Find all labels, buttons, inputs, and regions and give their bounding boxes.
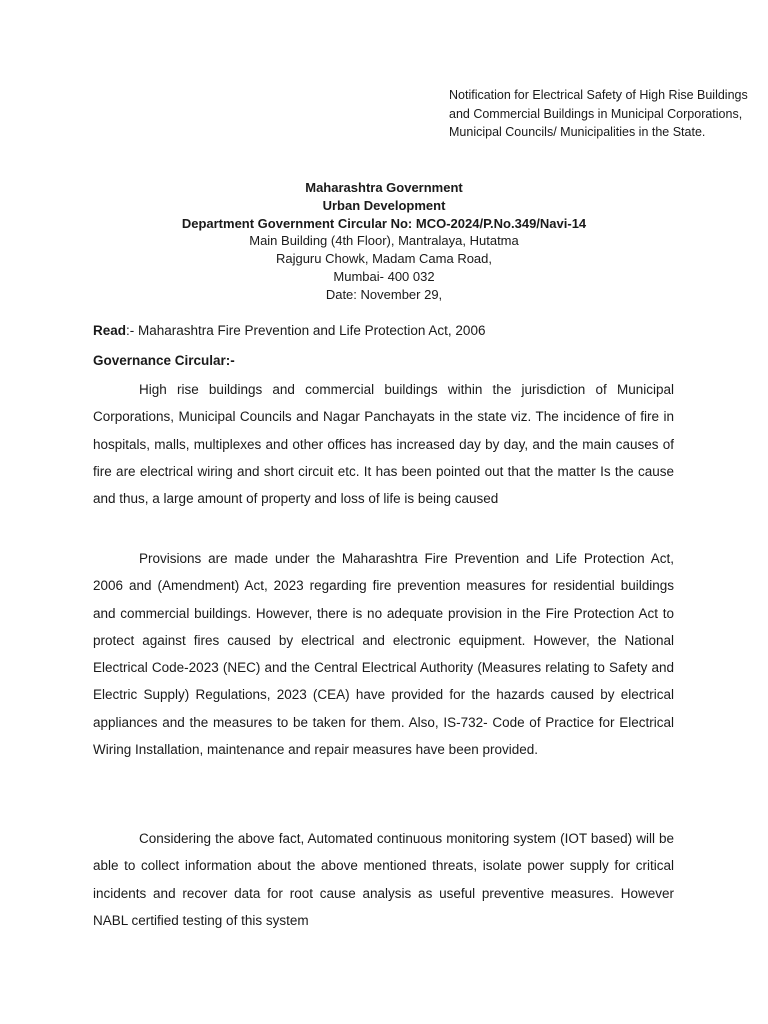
governance-circular-heading: Governance Circular:- xyxy=(93,353,235,368)
circular-number: Department Government Circular No: MCO-2024/P.No.349/Navi-14 xyxy=(181,215,587,231)
department-name: Urban Development xyxy=(322,197,446,213)
body-paragraph-2: Provisions are made under the Maharashtra Fire Prevention and Life Protection Act, 2006 and (Amendment) Act, 2023 regarding fire prevention measures for residential buildings and commercial buildings. However, there is no adequate provision in the Fire Protection Act to protect against fires caused by electrical and electronic equipment. However, the National Electrical Code-2023 (NEC) and the Central Electrical Authority (Measures relating to Safety and Electric Supply) Regulations, 2023 (CEA) have provided for the hazards caused by electrical appliances and the measures to be taken for them. Also, IS-732- Code of Practice for Electrical Wiring Installation, maintenance and repair measures have been provided. xyxy=(93,551,674,758)
read-reference xyxy=(93,322,485,340)
read-label: Read xyxy=(93,323,127,338)
government-name: Maharashtra Government xyxy=(305,180,463,195)
address-line-2: Rajguru Chowk, Madam Cama Road, xyxy=(275,251,493,267)
read-text: :- Maharashtra Fire Prevention and Life Protection Act, 2006 xyxy=(126,323,486,338)
body-paragraph-3: Considering the above fact, Automated continuous monitoring system (IOT based) will be able to collect information about the above mentioned threats, isolate power supply for critical incidents and recover data for root cause analysis as useful preventive measures. However NABL certified testing of this system xyxy=(93,831,674,928)
notification-subject: Notification for Electrical Safety of High Rise Buildings and Commercial Buildings in Municipal Corporations, Municipal Councils/ Municipalities in the State. xyxy=(449,88,748,139)
address-line-1: Main Building (4th Floor), Mantralaya, Hutatma xyxy=(249,233,519,249)
address-line-3: Mumbai- 400 032 xyxy=(333,268,435,284)
circular-date: Date: November 29, xyxy=(325,286,443,302)
body-paragraph-1: High rise buildings and commercial buildings within the jurisdiction of Municipal Corporations, Municipal Councils and Nagar Panchayats in the state viz. The incidence of fire in hospitals, malls, multiplexes and other offices has increased day by day, and the main causes of fire are electrical wiring and short circuit etc. It has been pointed out that the matter Is the cause and thus, a large amount of property and loss of life is being caused xyxy=(93,382,674,507)
circular-header xyxy=(80,179,688,304)
